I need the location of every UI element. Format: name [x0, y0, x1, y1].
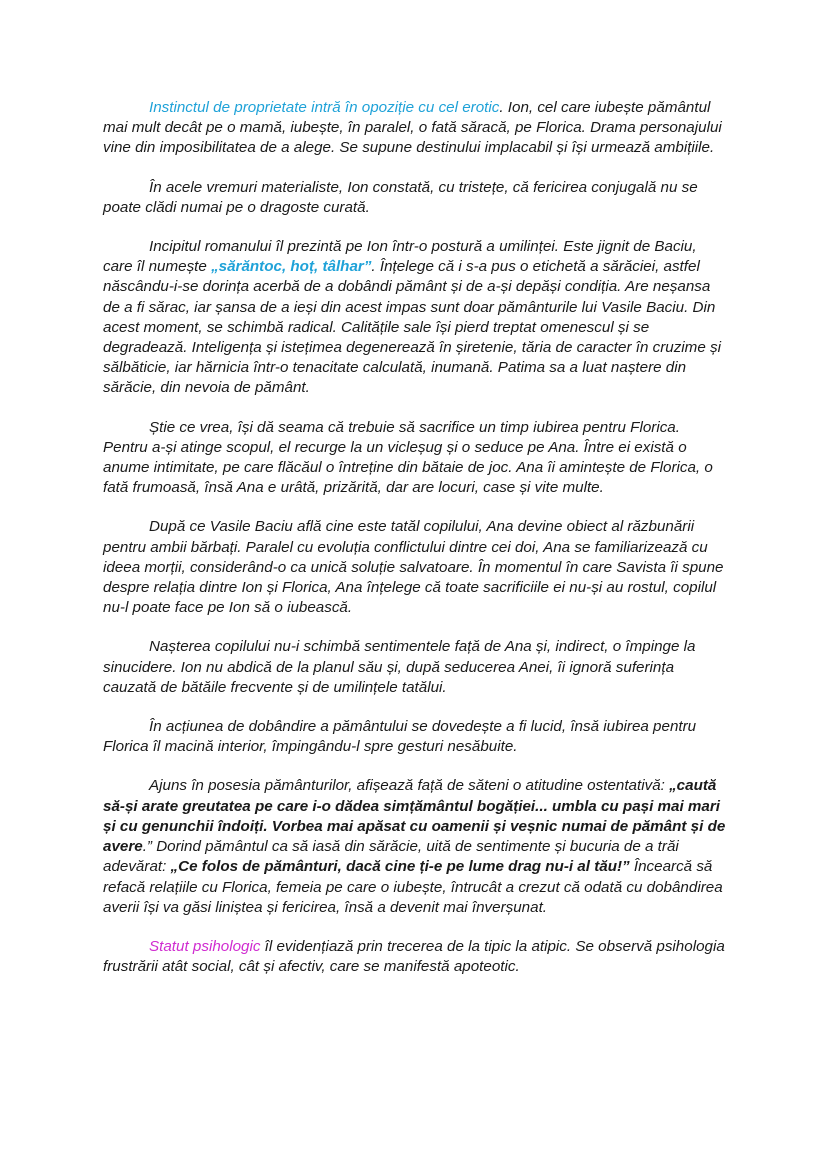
paragraph-birth	[103, 637, 728, 698]
paragraph-materialist-text: În acele vremuri materialiste, Ion constată, cu tristețe, că fericirea conjugală nu se poate clădi numai pe o dragoste curată.	[103, 178, 698, 216]
paragraph-birth-text: Nașterea copilului nu-i schimbă sentimentele față de Ana și, indirect, o împinge la sinucidere. Ion nu abdică de la planul său și, după seducerea Anei, îi ignoră suferința cauzată de bătăile frecvente și de umilințele tatălui.	[103, 638, 696, 696]
paragraph-psychological-text: îl evidențiază prin trecerea de la tipic la atipic. Se observă psihologia frustrării atât social, cât și afectiv, care se manifestă apoteotic.	[103, 937, 725, 976]
quote-sarantoc: „sărăntoc, hoț, tâlhar”	[211, 258, 372, 276]
paragraph-possession-middle: Dorind pământul ca să iasă din sărăcie, uită de sentimente și bucuria de a trăi adevărat:	[103, 838, 679, 876]
paragraph-revenge	[103, 517, 728, 618]
quote-wealth: „caută să-și arate greutatea pe care i-o dădea simțământul bogăției... umbla cu pași mai mari și cu genunchii îndoiți. Vorbea mai apăsat cu oamenii și veșnic numai de pământ și de avere	[103, 777, 726, 856]
paragraph-incipit-after: . Înțelege că i s-a pus o etichetă a sărăciei, astfel născându-i-se dorința acerbă de a dobândi pământ și de a-și depăși condiția. Are neșansa de a fi sărac, iar șansa de a ieși din acest impas sunt doar pământurile lui Vasile Baciu. Din acest moment, se schimbă radical. Calitățile sale își pierd treptat omenescul și se degradează. Inteligența și istețimea degenerează în șiretenie, tăria de caracter în cruzime și sălbăticie, iar hărnicia într-o tenacitate calculată, inumană. Patima sa a luat naștere din sărăcie, din nevoia de pământ.	[103, 258, 721, 397]
paragraph-revenge-text: După ce Vasile Baciu află cine este tatăl copilului, Ana devine obiect al răzbunării pentru ambii bărbați. Paralel cu evoluția conflictului dintre cei doi, Ana se familiarizează cu ideea morții, considerând-o ca unică soluție salvatoare. În momentul în care Savista îi spune despre relația dintre Ion și Florica, Ana înțelege că toate sacrificiile ei nu-și au rostul, copilul nu-l poate face pe Ion să o iubească.	[103, 518, 724, 617]
paragraph-instinct	[103, 98, 728, 159]
quote-lands: „Ce folos de pământuri, dacă cine ți-e pe lume drag nu-i al tău!”	[170, 858, 630, 876]
paragraph-incipit-before: Incipitul romanului îl prezintă pe Ion într-o postură a umilinței. Este jignit de Baciu, care îl numește	[103, 238, 697, 276]
paragraph-seduction	[103, 418, 728, 499]
paragraph-incipit	[103, 237, 728, 399]
paragraph-psychological	[103, 937, 728, 977]
paragraph-possession	[103, 776, 728, 917]
paragraph-seduction-text: Știe ce vrea, își dă seama că trebuie să sacrifice un timp iubirea pentru Florica. Pentru a-și atinge scopul, el recurge la un vicleșug și o seduce pe Ana. Între ei există o anume intimitate, pe care flăcăul o întreține din bătaie de joc. Ana îi amintește de Florica, o fată frumoasă, însă Ana e urâtă, prizărită, dar are locuri, case și vite multe.	[103, 418, 713, 497]
document-page	[103, 98, 728, 996]
quote-wealth-end: .”	[142, 838, 157, 856]
paragraph-lucid	[103, 717, 728, 757]
paragraph-possession-end: Încearcă să refacă relațiile cu Florica, femeia pe care o iubește, întrucât a crezut că odată cu dobândirea averii își va găsi liniștea și fericirea, însă a devenit mai înverșunat.	[103, 858, 723, 916]
paragraph-instinct-text: . Ion, cel care iubește pământul mai mult decât pe o mamă, iubește, în paralel, o fată săracă, pe Florica. Drama personajului vine din imposibilitatea de a alege. Se supune destinului implacabil și își urmează ambițiile.	[103, 99, 722, 157]
paragraph-materialist-times	[103, 178, 728, 218]
highlight-psychological-status: Statut psihologic	[149, 937, 261, 955]
highlight-instinct: Instinctul de proprietate intră în opoziție cu cel erotic	[149, 99, 500, 116]
paragraph-lucid-text: În acțiunea de dobândire a pământului se dovedește a fi lucid, însă iubirea pentru Florica îl macină interior, împingându-l spre gesturi nesăbuite.	[103, 718, 697, 756]
paragraph-possession-intro: Ajuns în posesia pământurilor, afișează față de săteni o atitudine ostentativă:	[149, 777, 670, 795]
